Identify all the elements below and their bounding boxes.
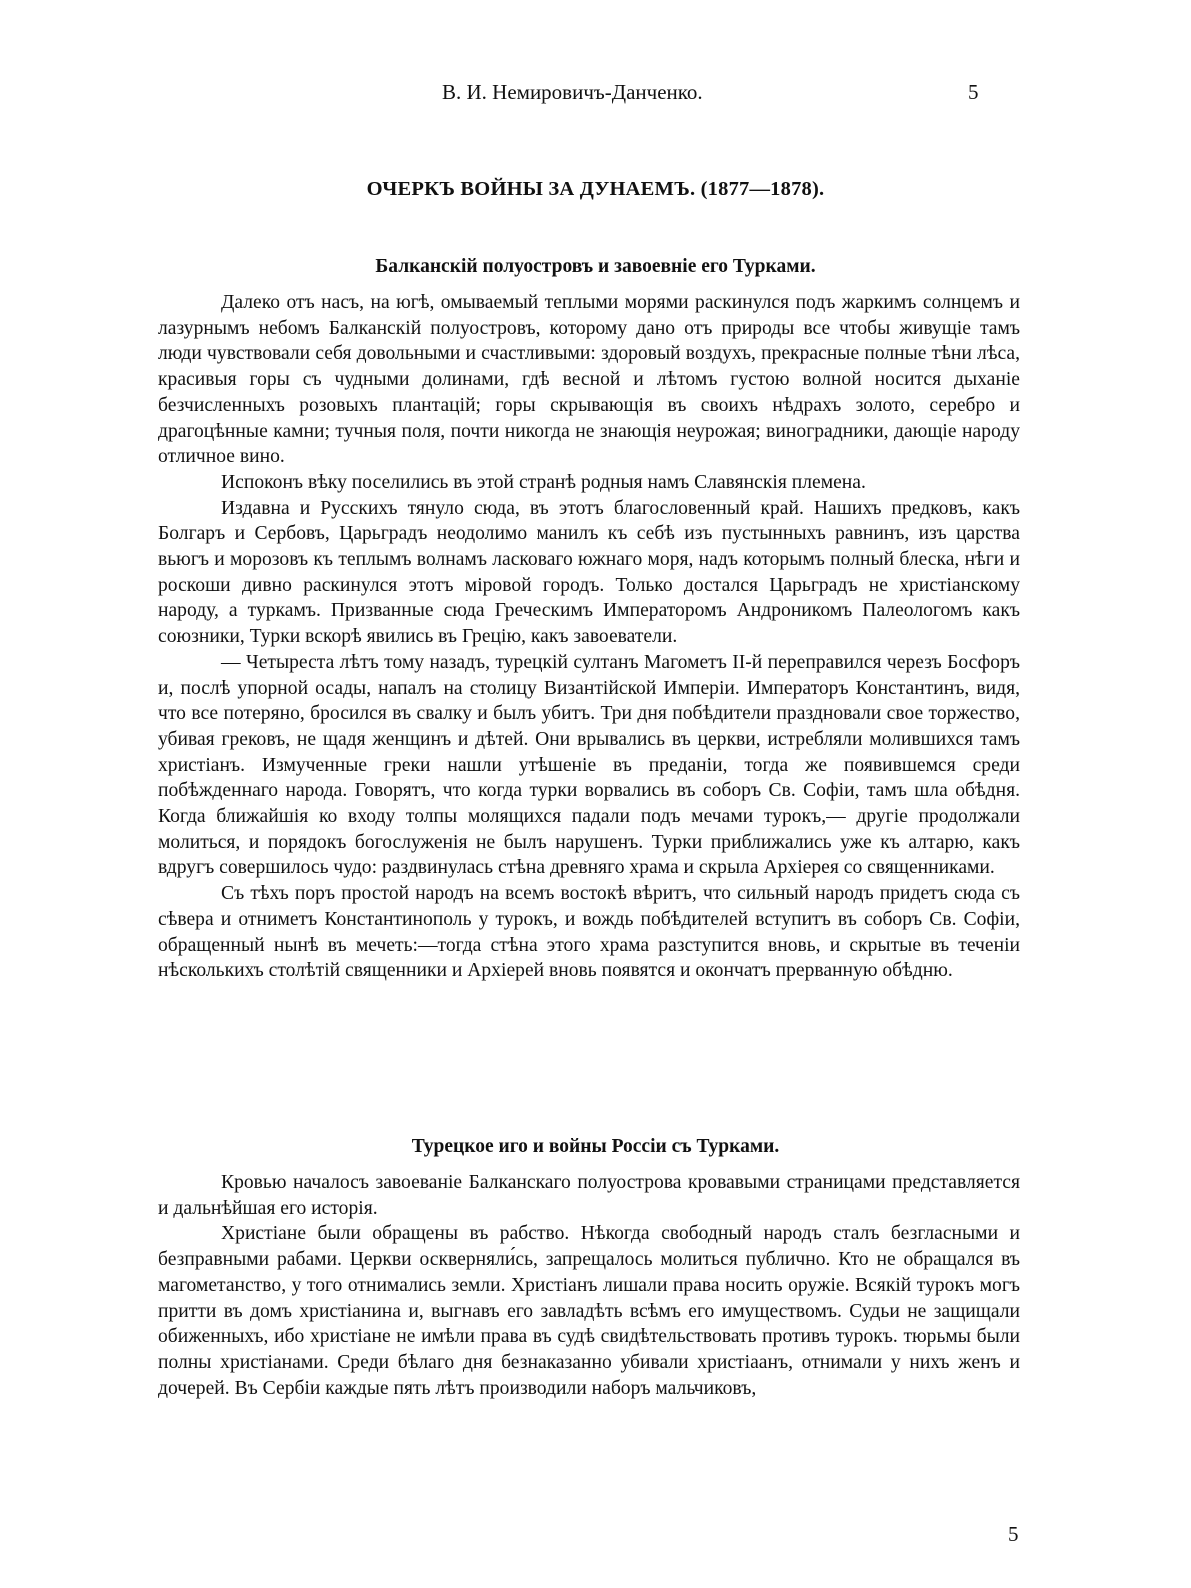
paragraph: Съ тѣхъ поръ простой народъ на всемъ востокѣ вѣритъ, что сильный народъ придетъ сюда съ сѣвера и отниметъ Константинополь у турокъ, и вождь побѣдителей вступитъ въ соборъ Св. Софіи, обращенный нынѣ въ мечеть:—тогда стѣна этого храма разступится вновь, и скрытые въ теченіи нѣсколькихъ столѣтій священники и Архіерей вновь появятся и окончатъ прерванную обѣдню.	[158, 883, 1020, 982]
paragraph: Испоконъ вѣку поселились въ этой странѣ родныя намъ Славянскія племена.	[221, 471, 866, 493]
section-heading-2: Турецкое иго и войны Россіи съ Турками.	[411, 1136, 780, 1157]
section-2-body	[158, 1170, 1020, 1401]
footer-page-number: 5	[1008, 1522, 1019, 1546]
chapter-title: ОЧЕРКЪ ВОЙНЫ ЗА ДУНАЕМЪ. (1877—1878).	[366, 178, 825, 200]
running-header-page-number: 5	[968, 80, 979, 104]
paragraph: Кровью началосъ завоеваніе Балканскаго полуострова кровавыми страницами представляется и дальнѣйшая его исторія.	[158, 1172, 1020, 1219]
paragraph: — Четыреста лѣтъ тому назадъ, турецкій султанъ Магометъ II-й переправился черезъ Босфоръ и, послѣ упорной осады, напалъ на столицу Византійской Имперіи. Императоръ Константинъ, видя, что все потеряно, бросился въ свалку и былъ убитъ. Три дня побѣдители праздновали свое торжество, убивая грековъ, не щадя женщинъ и дѣтей. Они врывались въ церкви, истребляли молившихся тамъ христіанъ. Измученные греки нашли утѣшеніе въ преданіи, тогда же появившемся среди побѣжденнаго народа. Говорятъ, что когда турки ворвались въ соборъ Св. Софіи, тамъ шла обѣдня. Когда ближайшія ко входу толпы молящихся падали подъ мечами турокъ,— другіе продолжали молиться, и порядокъ богослуженія не былъ нарушенъ. Турки приближались уже къ алтарю, какъ вдругъ совершилось чудо: раздвинулась стѣна древняго храма и скрыла Архіерея со священниками.	[158, 651, 1020, 879]
paragraph: Христіане были обращены въ рабство. Нѣкогда свободный народъ сталъ безгласными и безправными рабами. Церкви оскверняли́сь, запрещалось молиться публично. Кто не обращался въ магометанство, у того отнимались земли. Христіанъ лишали права носить оружіе. Всякій турокъ могъ притти въ домъ христіанина и, выгнавъ его завладѣть всѣмъ его имуществомъ. Судьи не защищали обиженныхъ, ибо христіане не имѣли права въ судѣ свидѣтельствовать противъ турокъ. тюрьмы были полны христіанами. Среди бѣлаго дня безнаказанно убивали христіаанъ, отнимали у нихъ женъ и дочерей. Въ Сербіи каждые пять лѣтъ производили наборъ мальчиковъ,	[158, 1223, 1020, 1399]
paragraph: Далеко отъ насъ, на югѣ, омываемый теплыми морями раскинулся подъ жаркимъ солнцемъ и лазурнымъ небомъ Балканскій полуостровъ, которому дано отъ природы все чтобы живущіе тамъ люди чувствовали себя довольными и счастливыми: здоровый воздухъ, прекрасные полные тѣни лѣса, красивыя горы съ чудными долинами, гдѣ весной и лѣтомъ густою волной носится дыханіе безчисленныхъ розовыхъ плантацій; горы скрывающія въ своихъ нѣдрахъ золото, серебро и драгоцѣнные камни; тучныя поля, почти никогда не знающія неурожая; виноградники, дающіе народу отличное вино.	[158, 292, 1020, 468]
running-header-author: В. И. Немировичъ-Данченко.	[442, 80, 703, 104]
section-heading-1: Балканскій полуостровъ и завоевніе его Турками.	[375, 256, 816, 277]
section-1-body	[158, 290, 1020, 984]
paragraph: Издавна и Русскихъ тянуло сюда, въ этотъ благословенный край. Нашихъ предковъ, какъ Болгаръ и Сербовъ, Царьградъ неодолимо манилъ къ себѣ изъ пустынныхъ равнинъ, изъ царства вьюгъ и морозовъ къ теплымъ волнамъ ласковаго южнаго моря, надъ которымъ полный блеска, нѣги и роскоши дивно раскинулся этотъ міровой городъ. Только достался Царьградъ не христіанскому народу, а туркамъ. Призванные сюда Греческимъ Императоромъ Андроникомъ Палеологомъ какъ союзники, Турки вскорѣ явились въ Грецію, какъ завоеватели.	[158, 497, 1020, 648]
